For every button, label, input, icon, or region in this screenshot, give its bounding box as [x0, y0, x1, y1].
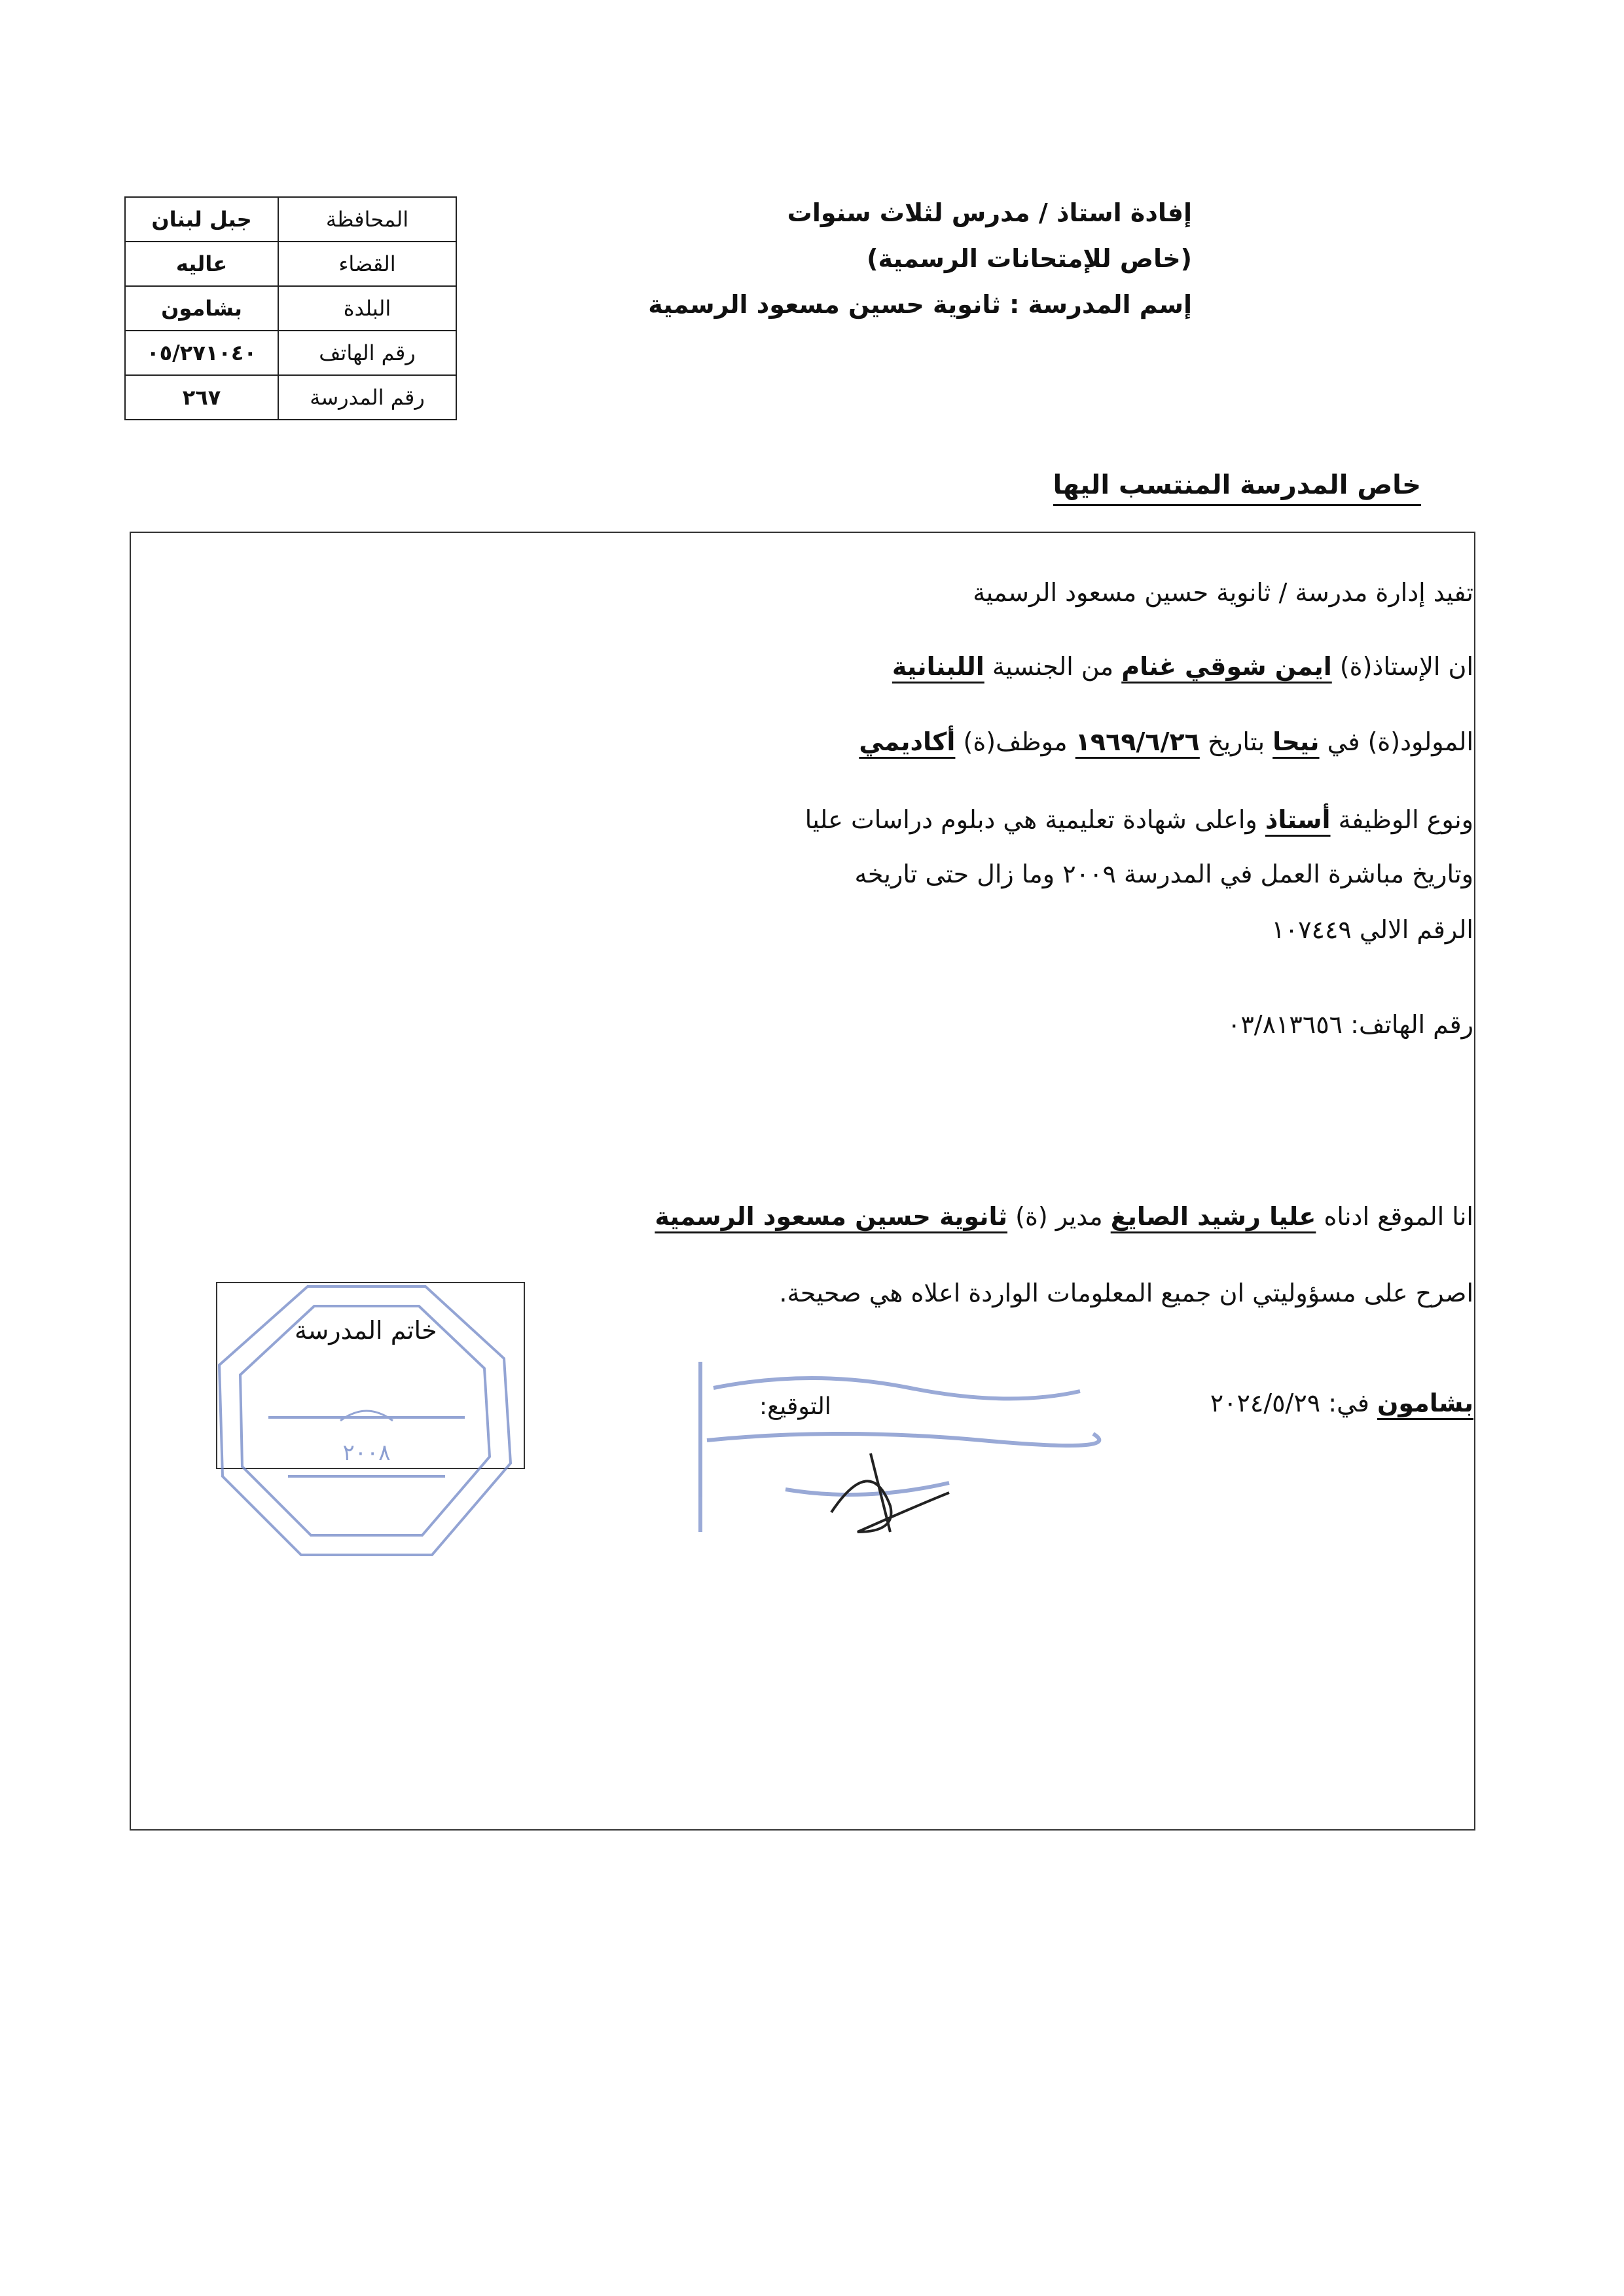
nationality-value: اللبنانية	[892, 652, 984, 681]
employee-prefix: موظف(ة)	[963, 727, 1068, 756]
body-line-4	[805, 800, 1473, 839]
signer-school: ثانوية حسين مسعود الرسمية	[655, 1202, 1008, 1231]
section-title: خاص المدرسة المنتسب اليها	[1053, 470, 1421, 506]
district-label: القضاء	[278, 242, 456, 286]
body-line-10	[1210, 1383, 1473, 1423]
director-stamp-signature-icon	[687, 1349, 1106, 1545]
job-prefix: ونوع الوظيفة	[1338, 805, 1473, 834]
signature-label: التوقيع:	[759, 1393, 831, 1420]
body-line-6: الرقم الالي ١٠٧٤٤٩	[1271, 915, 1473, 944]
signer-prefix: انا الموقع ادناه	[1324, 1202, 1473, 1231]
nationality-prefix: من الجنسية	[992, 652, 1114, 681]
sign-date-prefix: في:	[1328, 1389, 1369, 1417]
school-name-line: إسم المدرسة : ثانوية حسين مسعود الرسمية	[648, 290, 1192, 319]
body-line-5: وتاريخ مباشرة العمل في المدرسة ٢٠٠٩ وما زال حتى تاريخه	[854, 860, 1473, 888]
stamp-year: ٢٠٠٨	[342, 1440, 391, 1466]
table-row	[125, 242, 456, 286]
degree-text: واعلى شهادة تعليمية هي دبلوم دراسات عليا	[804, 805, 1257, 834]
governorate-label: المحافظة	[278, 197, 456, 242]
document-subtitle: (خاص للإمتحانات الرسمية)	[867, 244, 1192, 273]
school-number-value: ٢٦٧	[125, 375, 278, 420]
born-prefix: المولود(ة) في	[1327, 727, 1473, 756]
body-line-1: تفيد إدارة مدرسة / ثانوية حسين مسعود الرسمية	[973, 578, 1473, 607]
table-row	[125, 197, 456, 242]
birth-place: نيحا	[1272, 727, 1320, 756]
birth-date: ١٩٦٩/٦/٢٦	[1075, 727, 1200, 756]
teacher-name: ايمن شوقي غنام	[1121, 652, 1332, 681]
phone-value: ٠٥/٢٧١٠٤٠	[125, 331, 278, 375]
town-value: بشامون	[125, 286, 278, 331]
phone-label: رقم الهاتف	[278, 331, 456, 375]
sign-place: بشامون	[1377, 1389, 1473, 1417]
signer-name: عليا رشيد الصايغ	[1110, 1202, 1316, 1231]
teacher-phone: ٠٣/٨١٣٦٥٦	[1227, 1010, 1343, 1039]
phone-prefix: رقم الهاتف:	[1350, 1010, 1473, 1039]
table-row	[125, 286, 456, 331]
table-row	[125, 331, 456, 375]
job-type: أستاذ	[1265, 805, 1331, 834]
governorate-value: جبل لبنان	[125, 197, 278, 242]
body-line-3	[859, 722, 1473, 761]
school-number-label: رقم المدرسة	[278, 375, 456, 420]
body-line-7	[1227, 1005, 1473, 1044]
body-line-9: اصرح على مسؤوليتي ان جميع المعلومات الواردة اعلاه هي صحيحة.	[779, 1279, 1473, 1307]
stamp-label: خاتم المدرسة	[295, 1316, 437, 1345]
district-value: عاليه	[125, 242, 278, 286]
employee-type: أكاديمي	[859, 727, 956, 756]
table-row	[125, 375, 456, 420]
date-prefix: بتاريخ	[1207, 727, 1265, 756]
header-block	[537, 190, 1192, 327]
town-label: البلدة	[278, 286, 456, 331]
sign-date: ٢٠٢٤/٥/٢٩	[1210, 1389, 1321, 1417]
school-info-table	[124, 196, 457, 420]
body-line-8	[655, 1197, 1473, 1236]
director-prefix: مدير (ة)	[1015, 1202, 1103, 1231]
body-line-2	[892, 647, 1473, 686]
document-title: إفادة استاذ / مدرس لثلاث سنوات	[787, 198, 1192, 227]
teacher-prefix: ان الإستاذ(ة)	[1339, 652, 1473, 681]
